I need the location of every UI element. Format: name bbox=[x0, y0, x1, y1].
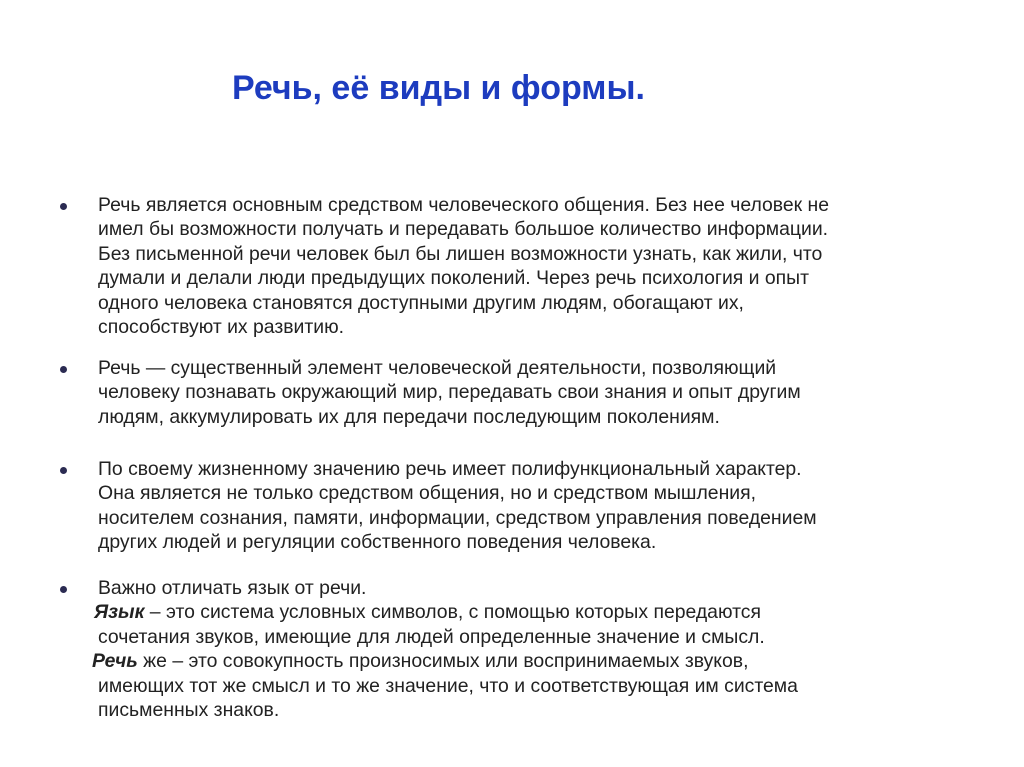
bullet-dot-icon bbox=[60, 586, 67, 593]
definition-line: письменных знаков. bbox=[98, 699, 280, 722]
text-line: людям, аккумулировать их для передачи последующим поколениям. bbox=[98, 405, 720, 428]
text-line: других людей и регуляции собственного поведения человека. bbox=[98, 531, 657, 554]
bullet-dot-icon bbox=[60, 366, 67, 373]
text-line: Важно отличать язык от речи. bbox=[98, 577, 367, 599]
definition-line: имеющих тот же смысл и то же значение, что и соответствующая им система bbox=[98, 674, 798, 697]
definition-speech bbox=[92, 649, 978, 673]
text-line: имел бы возможности получать и передавать большое количество информации. bbox=[98, 218, 829, 241]
bullet-dot-icon bbox=[60, 467, 67, 474]
definition-text: – это система условных символов, с помощью которых передаются bbox=[144, 601, 761, 624]
bullet-text-4 bbox=[92, 576, 978, 722]
term-language: Язык bbox=[94, 601, 145, 624]
definition-line: сочетания звуков, имеющие для людей определенные значение и смысл. bbox=[98, 625, 765, 648]
text-line: По своему жизненному значению речь имеет полифункциональный характер. bbox=[98, 458, 802, 480]
text-line: способствуют их развитию. bbox=[98, 316, 345, 339]
text-line: думали и делали люди предыдущих поколений. Через речь психология и опыт bbox=[98, 267, 810, 290]
slide-title: Речь, её виды и формы. bbox=[232, 69, 645, 107]
bullet-text-1 bbox=[98, 193, 978, 339]
bullet-text-2 bbox=[98, 356, 978, 429]
text-line: человеку познавать окружающий мир, передавать свои знания и опыт другим bbox=[98, 381, 801, 404]
bullet-text-3 bbox=[98, 457, 978, 555]
text-line: одного человека становятся доступными другим людям, обогащают их, bbox=[98, 291, 744, 314]
text-line: Речь — существенный элемент человеческой деятельности, позволяющий bbox=[98, 357, 777, 379]
term-speech: Речь bbox=[92, 650, 138, 673]
definition-language bbox=[94, 600, 978, 624]
text-line: носителем сознания, памяти, информации, средством управления поведением bbox=[98, 506, 817, 529]
bullet-dot-icon bbox=[60, 203, 67, 210]
text-line: Она является не только средством общения, но и средством мышления, bbox=[98, 482, 757, 505]
text-line: Без письменной речи человек был бы лишен возможности узнать, как жили, что bbox=[98, 242, 823, 265]
definition-text: же – это совокупность произносимых или воспринимаемых звуков, bbox=[137, 650, 749, 673]
text-line: Речь является основным средством человеческого общения. Без нее человек не bbox=[98, 194, 830, 216]
